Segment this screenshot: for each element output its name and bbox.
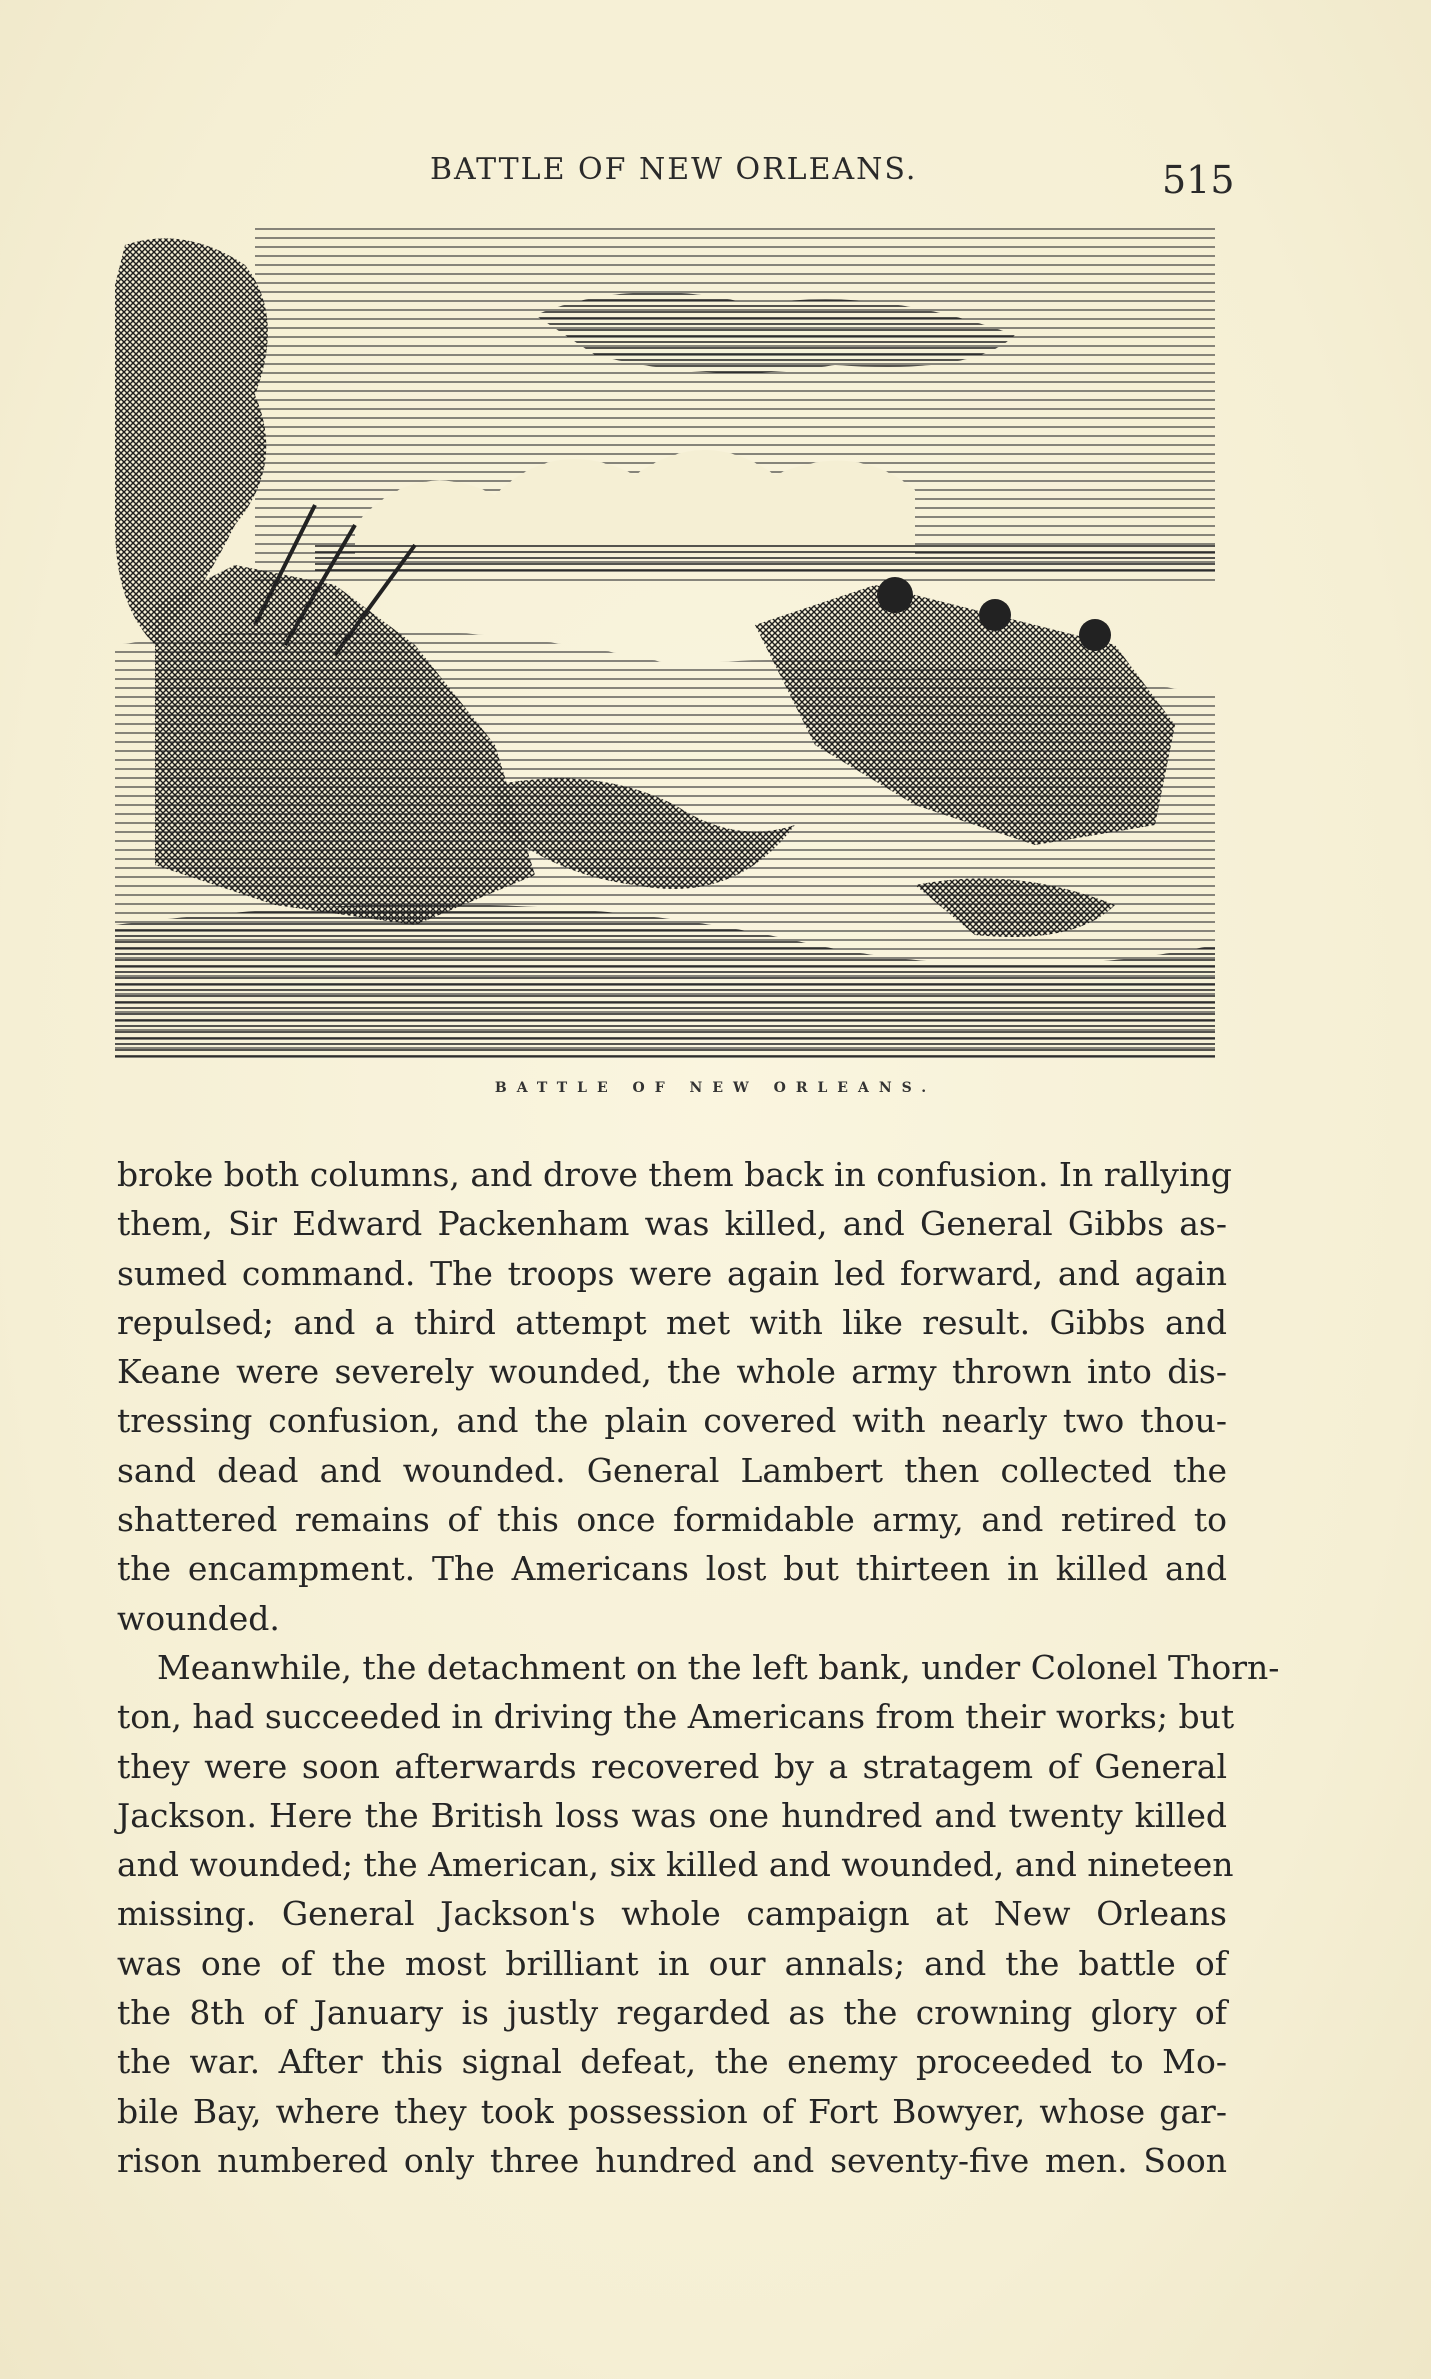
text-line: Jackson. Here the British loss was one hundred and twenty killed [117,1795,1227,1835]
soldiers-left [155,565,535,925]
text-line: ton, had succeeded in driving the Americans from their works; but [117,1697,1235,1737]
text-line: the encampment. The Americans lost but thirteen in killed and [117,1549,1227,1589]
text-line: broke both columns, and drove them back in confusion. In rallying [117,1155,1232,1194]
text-line: and wounded; the American, six killed and wounded, and nineteen [117,1845,1234,1885]
text-line: tressing confusion, and the plain covered with nearly two thou- [117,1401,1227,1441]
text-line: repulsed; and a third attempt met with like result. Gibbs and [117,1302,1227,1342]
text-line: missing. General Jackson's whole campaign at New Orleans [117,1894,1227,1934]
illustration-caption: BATTLE OF NEW ORLEANS. [494,1080,937,1096]
text-line: the war. After this signal defeat, the enemy proceeded to Mo- [117,2042,1227,2082]
text-line: wounded. [117,1598,280,1638]
page-number: 515 [1162,158,1235,202]
text-line: they were soon afterwards recovered by a stratagem of General [117,1746,1227,1786]
text-line: sumed command. The troops were again led forward, and again [117,1253,1227,1293]
text-line: rison numbered only three hundred and seventy-five men. Soon [117,2140,1227,2180]
running-head: BATTLE OF NEW ORLEANS. [430,152,918,187]
text-line: sand dead and wounded. General Lambert then collected the [117,1450,1227,1490]
body-text [117,1150,1280,2185]
text-line: them, Sir Edward Packenham was killed, and General Gibbs as- [117,1204,1227,1244]
text-line: shattered remains of this once formidable army, and retired to [117,1500,1227,1540]
text-line: was one of the most brilliant in our annals; and the battle of [117,1943,1227,1983]
text-line: Meanwhile, the detachment on the left bank, under Colonel Thorn- [157,1647,1280,1687]
text-line: bile Bay, where they took possession of Fort Bowyer, whose gar- [117,2091,1227,2131]
text-line: the 8th of January is justly regarded as the crowning glory of [117,1993,1227,2033]
text-line: Keane were severely wounded, the whole army thrown into dis- [117,1352,1227,1392]
distant-line [315,545,1215,575]
battle-engraving-illustration [115,225,1235,1060]
